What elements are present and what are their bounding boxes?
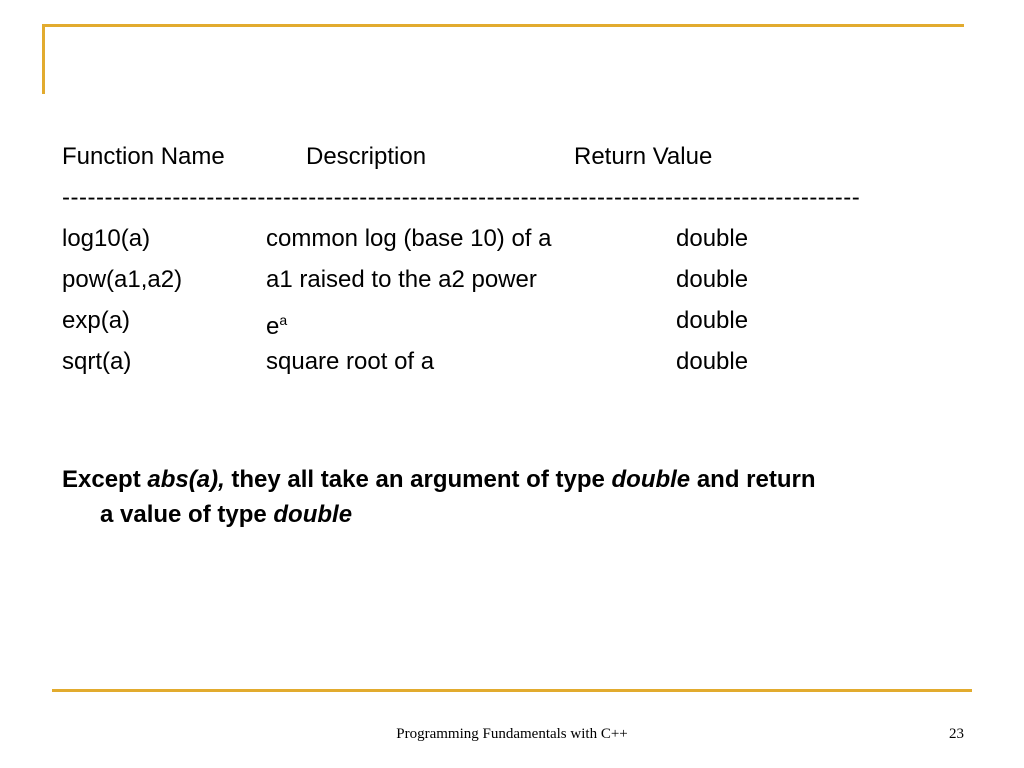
- header-return-value: Return Value: [574, 143, 713, 170]
- function-cell: sqrt(a): [62, 348, 132, 375]
- return-cell: double: [676, 266, 749, 293]
- table-divider: ----------------------------------------------------------------------------------------------: [62, 184, 861, 211]
- exponent-superscript: a: [279, 312, 288, 328]
- note-text: Except: [62, 466, 148, 493]
- exponent-base: e: [266, 313, 280, 340]
- description-cell: [266, 300, 287, 347]
- return-cell: double: [676, 225, 749, 252]
- function-table: [62, 136, 972, 382]
- description-cell: square root of a: [266, 348, 435, 375]
- page-number: 23: [949, 726, 964, 742]
- note-text: they all take an argument of type: [224, 466, 612, 493]
- header-description: Description: [306, 143, 427, 170]
- table-row: [62, 218, 972, 259]
- note-paragraph: [62, 462, 962, 532]
- function-cell: pow(a1,a2): [62, 266, 183, 293]
- table-header-row: [62, 136, 972, 177]
- table-row: [62, 341, 972, 382]
- top-accent-line: [42, 24, 964, 27]
- footer-title: Programming Fundamentals with C++: [396, 726, 628, 742]
- note-text: and return: [690, 466, 816, 493]
- bottom-accent-line: [52, 689, 972, 692]
- note-abs-emphasis: abs(a),: [147, 466, 225, 493]
- note-double-emphasis: double: [273, 501, 353, 528]
- return-cell: double: [676, 348, 749, 375]
- description-cell: a1 raised to the a2 power: [266, 266, 537, 293]
- function-cell: log10(a): [62, 225, 151, 252]
- left-accent-line: [42, 24, 45, 94]
- note-text: a value of type: [100, 501, 274, 528]
- return-cell: double: [676, 307, 749, 334]
- function-cell: exp(a): [62, 307, 131, 334]
- table-row: [62, 259, 972, 300]
- header-function-name: Function Name: [62, 143, 225, 170]
- table-row: [62, 300, 972, 341]
- note-continuation: [62, 497, 962, 532]
- description-cell: common log (base 10) of a: [266, 225, 552, 252]
- note-double-emphasis: double: [611, 466, 691, 493]
